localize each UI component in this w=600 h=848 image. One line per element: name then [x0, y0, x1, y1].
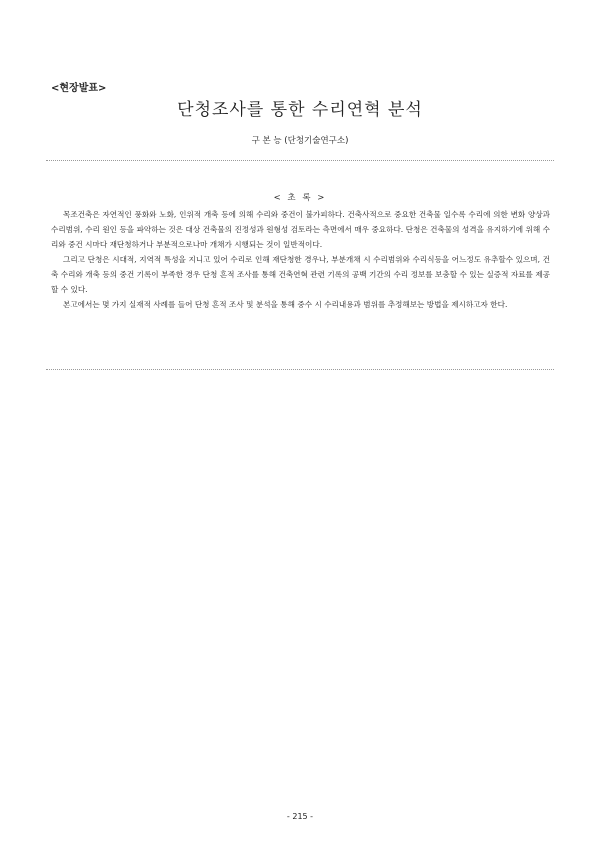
page-number: - 215 - — [286, 812, 314, 821]
section-category: <현장발표> — [51, 83, 107, 94]
bottom-divider — [46, 369, 554, 370]
abstract-body — [51, 207, 550, 312]
abstract-paragraph: 그리고 단청은 시대적, 지역적 특성을 지니고 있어 수리로 인해 재단청한 경우나, 부분개채 시 수리범위와 수리식등을 어느정도 유추할수 있으며, 건축 수리와 개축 등의 중건 기록이 부족한 경우 단청 흔적 조사를 통해 건축연혁 관련 기록의 공백 기간의 수리 정보를 보충할 수 있는 실증적 자료를 제공할 수 있다. — [51, 255, 550, 294]
abstract-paragraph: 목조건축은 자연적인 풍화와 노화, 인위적 개축 등에 의해 수리와 중건이 불가피하다. 건축사적으로 중요한 건축물 일수록 수리에 의한 변화 양상과 수리범위, 수리 원인 등을 파악하는 것은 대상 건축물의 진정성과 원형성 검토라는 측면에서 매우 중요하다. 단청은 건축물의 성격을 유지하기에 위해 수리와 중건 시마다 재단청하거나 부분적으로나마 개채가 시행되는 것이 일반적이다. — [51, 210, 550, 249]
abstract-heading: < 초 록 > — [273, 193, 327, 203]
top-divider — [46, 160, 554, 161]
author-line: 구 본 능 (단청기술연구소) — [251, 136, 349, 146]
paper-title: 단청조사를 통한 수리연혁 분석 — [177, 100, 423, 120]
abstract-paragraph: 본고에서는 몇 가지 실재적 사례를 들어 단청 흔적 조사 및 분석을 통해 중수 시 수리내용과 범위를 추정해보는 방법을 제시하고자 한다. — [63, 300, 508, 309]
